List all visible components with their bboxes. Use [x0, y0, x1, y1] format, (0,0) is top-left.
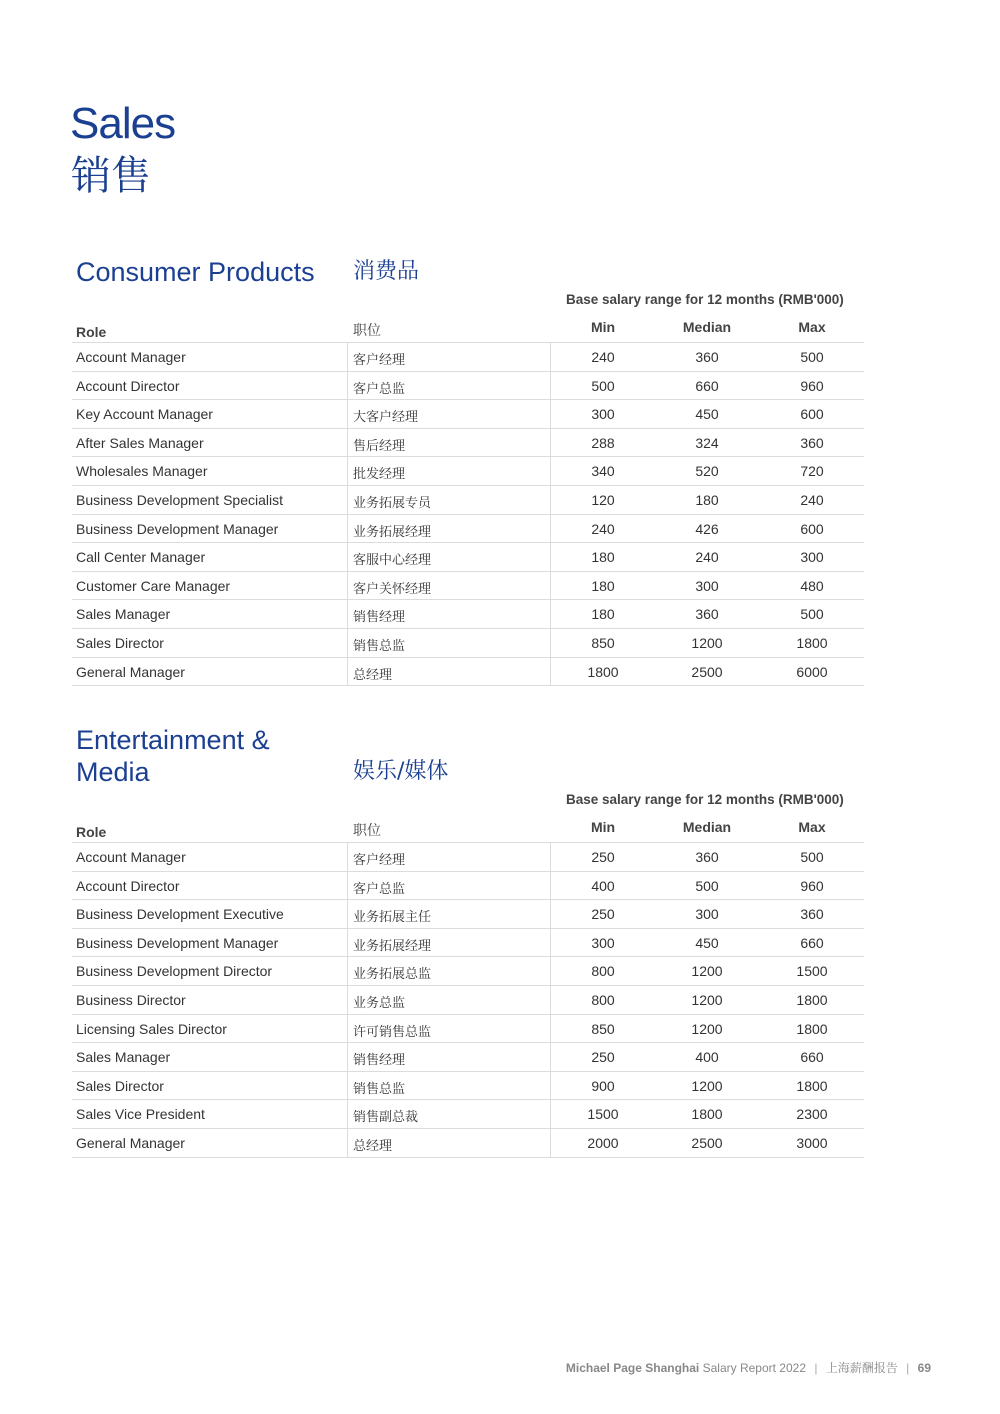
cell-median: 426 — [695, 520, 719, 537]
cell-min: 2000 — [587, 1134, 619, 1151]
cell-role-zh: 大客户经理 — [353, 410, 419, 426]
cell-min: 850 — [591, 1020, 615, 1037]
table-row — [72, 343, 864, 372]
cell-role: General Manager — [76, 1134, 185, 1151]
cell-max: 240 — [800, 491, 824, 508]
cell-median: 450 — [695, 406, 719, 423]
section-title-zh: 娱乐/媒体 — [353, 759, 449, 784]
cell-median: 2500 — [691, 663, 723, 680]
table-header — [76, 814, 866, 842]
cell-max: 1800 — [796, 634, 828, 651]
cell-min: 500 — [591, 377, 615, 394]
page-number: 69 — [917, 1361, 931, 1375]
cell-role: Customer Care Manager — [76, 577, 231, 594]
header-median: Median — [682, 319, 732, 335]
cell-median: 1200 — [691, 963, 723, 980]
cell-min: 250 — [591, 849, 615, 865]
page-footer — [566, 1359, 931, 1376]
cell-max: 3000 — [796, 1134, 828, 1151]
cell-max: 600 — [800, 520, 824, 537]
cell-min: 1800 — [587, 663, 619, 680]
table-row — [72, 515, 864, 544]
header-min: Min — [590, 319, 616, 335]
cell-median: 240 — [695, 549, 719, 566]
cell-min: 400 — [591, 877, 615, 894]
cell-role: Sales Director — [76, 634, 164, 651]
cell-role: Account Director — [76, 377, 180, 394]
cell-median: 520 — [695, 463, 719, 480]
cell-min: 288 — [591, 434, 615, 451]
cell-median: 1200 — [691, 1020, 723, 1037]
footer-report-zh: 上海薪酬报告 — [825, 1361, 898, 1375]
cell-min: 250 — [591, 1049, 615, 1066]
salary-table — [72, 842, 864, 1158]
cell-role-zh: 客户经理 — [353, 853, 406, 868]
cell-role: Sales Director — [76, 1077, 164, 1094]
cell-role: Wholesales Manager — [76, 463, 208, 480]
cell-role: Business Director — [76, 991, 186, 1008]
cell-min: 180 — [591, 606, 615, 623]
table-row — [72, 372, 864, 401]
header-role-zh: 职位 — [353, 823, 381, 839]
cell-role: Licensing Sales Director — [76, 1020, 227, 1037]
cell-median: 450 — [695, 934, 719, 951]
cell-min: 180 — [591, 577, 615, 594]
cell-role: Account Manager — [76, 349, 186, 365]
cell-role: Call Center Manager — [76, 549, 206, 566]
cell-min: 180 — [591, 549, 615, 566]
cell-role-zh: 客户总监 — [353, 881, 406, 897]
cell-max: 1500 — [796, 963, 828, 980]
header-role: Role — [76, 324, 107, 340]
cell-min: 800 — [591, 991, 615, 1008]
cell-min: 900 — [591, 1077, 615, 1094]
cell-role: Business Development Executive — [76, 906, 284, 923]
cell-max: 300 — [800, 549, 824, 566]
cell-role-zh: 销售经理 — [353, 610, 406, 626]
cell-role: Sales Manager — [76, 606, 171, 623]
table-row — [72, 1129, 864, 1158]
cell-min: 240 — [591, 349, 615, 365]
footer-separator: | — [906, 1361, 910, 1375]
cell-role: Sales Manager — [76, 1049, 171, 1066]
cell-median: 2500 — [691, 1134, 723, 1151]
table-row — [72, 400, 864, 429]
cell-min: 300 — [591, 934, 615, 951]
table-row — [72, 1100, 864, 1129]
cell-max: 6000 — [796, 663, 828, 680]
page-title-zh: 销售 — [71, 153, 151, 199]
cell-max: 1800 — [796, 1077, 828, 1094]
footer-separator: | — [814, 1361, 818, 1375]
cell-role-zh: 业务拓展总监 — [353, 967, 432, 983]
cell-median: 180 — [695, 491, 719, 508]
cell-role: Account Manager — [76, 849, 186, 865]
cell-max: 960 — [800, 877, 824, 894]
cell-role-zh: 批发经理 — [353, 467, 406, 483]
salary-range-label: Base salary range for 12 months (RMB'000) — [566, 792, 844, 807]
table-row — [72, 543, 864, 572]
cell-median: 660 — [695, 377, 719, 394]
cell-max: 960 — [800, 377, 824, 394]
cell-median: 360 — [695, 606, 719, 623]
header-min: Min — [590, 819, 616, 835]
cell-min: 240 — [591, 520, 615, 537]
cell-role: Business Development Specialist — [76, 491, 283, 508]
cell-max: 500 — [800, 349, 824, 365]
cell-min: 120 — [591, 491, 615, 508]
cell-median: 1200 — [691, 991, 723, 1008]
cell-min: 340 — [591, 463, 615, 480]
cell-role-zh: 销售经理 — [353, 1053, 406, 1069]
cell-median: 500 — [695, 877, 719, 894]
cell-median: 1200 — [691, 1077, 723, 1094]
cell-max: 660 — [800, 1049, 824, 1066]
cell-max: 500 — [800, 849, 824, 865]
cell-max: 500 — [800, 606, 824, 623]
header-max: Max — [798, 319, 826, 335]
header-role: Role — [76, 824, 107, 840]
cell-min: 800 — [591, 963, 615, 980]
cell-max: 720 — [800, 463, 824, 480]
section-title-line2: Media — [76, 757, 150, 787]
cell-role-zh: 总经理 — [353, 667, 393, 683]
footer-brand: Michael Page Shanghai — [565, 1361, 700, 1375]
cell-max: 1800 — [796, 1020, 828, 1037]
table-row — [72, 658, 864, 687]
cell-max: 1800 — [796, 991, 828, 1008]
cell-min: 850 — [591, 634, 615, 651]
salary-range-label: Base salary range for 12 months (RMB'000) — [566, 292, 844, 307]
cell-role: Sales Vice President — [76, 1106, 205, 1123]
cell-median: 300 — [695, 906, 719, 923]
cell-median: 400 — [695, 1049, 719, 1066]
table-row — [72, 900, 864, 929]
cell-role: After Sales Manager — [76, 434, 204, 451]
cell-role-zh: 客服中心经理 — [353, 553, 432, 569]
cell-role: Key Account Manager — [76, 406, 213, 423]
table-row — [72, 1043, 864, 1072]
cell-role-zh: 业务总监 — [353, 995, 406, 1011]
table-header — [76, 314, 866, 342]
header-max: Max — [798, 819, 826, 835]
cell-median: 360 — [695, 349, 719, 365]
cell-min: 250 — [591, 906, 615, 923]
cell-role: Business Development Manager — [76, 520, 279, 537]
table-row — [72, 957, 864, 986]
table-row — [72, 1072, 864, 1101]
cell-role-zh: 业务拓展主任 — [353, 910, 432, 926]
header-median: Median — [682, 819, 732, 835]
table-row — [72, 1015, 864, 1044]
cell-median: 1800 — [691, 1106, 723, 1123]
cell-max: 660 — [800, 934, 824, 951]
cell-max: 360 — [800, 434, 824, 451]
cell-role-zh: 客户经理 — [353, 353, 406, 368]
cell-max: 360 — [800, 906, 824, 923]
table-row — [72, 843, 864, 872]
cell-role-zh: 总经理 — [353, 1138, 393, 1154]
cell-role-zh: 客户关怀经理 — [353, 581, 432, 597]
cell-role: Business Development Manager — [76, 934, 279, 951]
table-row — [72, 429, 864, 458]
section-title-zh: 消费品 — [353, 259, 420, 284]
cell-max: 2300 — [796, 1106, 828, 1123]
cell-median: 360 — [695, 849, 719, 865]
table-row — [72, 872, 864, 901]
table-row — [72, 572, 864, 601]
salary-table — [72, 342, 864, 686]
cell-role: General Manager — [76, 663, 185, 680]
cell-role: Business Development Director — [76, 963, 273, 980]
cell-role-zh: 许可销售总监 — [353, 1024, 432, 1040]
cell-role: Account Director — [76, 877, 180, 894]
table-row — [72, 486, 864, 515]
cell-role-zh: 销售总监 — [353, 638, 406, 654]
section-title-line1: Entertainment & — [76, 725, 270, 755]
cell-role-zh: 销售副总裁 — [353, 1110, 419, 1126]
cell-max: 480 — [800, 577, 824, 594]
cell-max: 600 — [800, 406, 824, 423]
cell-min: 1500 — [587, 1106, 619, 1123]
footer-report: Salary Report 2022 — [702, 1361, 806, 1375]
cell-role-zh: 业务拓展经理 — [353, 524, 432, 540]
section-title: Consumer Products — [76, 257, 315, 287]
table-row — [72, 629, 864, 658]
table-row — [72, 986, 864, 1015]
cell-role-zh: 业务拓展专员 — [353, 495, 432, 511]
cell-role-zh: 业务拓展经理 — [353, 938, 432, 954]
cell-min: 300 — [591, 406, 615, 423]
page-title: Sales — [70, 99, 176, 148]
table-row — [72, 457, 864, 486]
cell-role-zh: 客户总监 — [353, 381, 406, 397]
table-row — [72, 600, 864, 629]
cell-median: 300 — [695, 577, 719, 594]
cell-median: 324 — [695, 434, 719, 451]
cell-role-zh: 销售总监 — [353, 1081, 406, 1097]
table-row — [72, 929, 864, 958]
cell-role-zh: 售后经理 — [353, 438, 406, 454]
header-role-zh: 职位 — [353, 323, 381, 339]
cell-median: 1200 — [691, 634, 723, 651]
